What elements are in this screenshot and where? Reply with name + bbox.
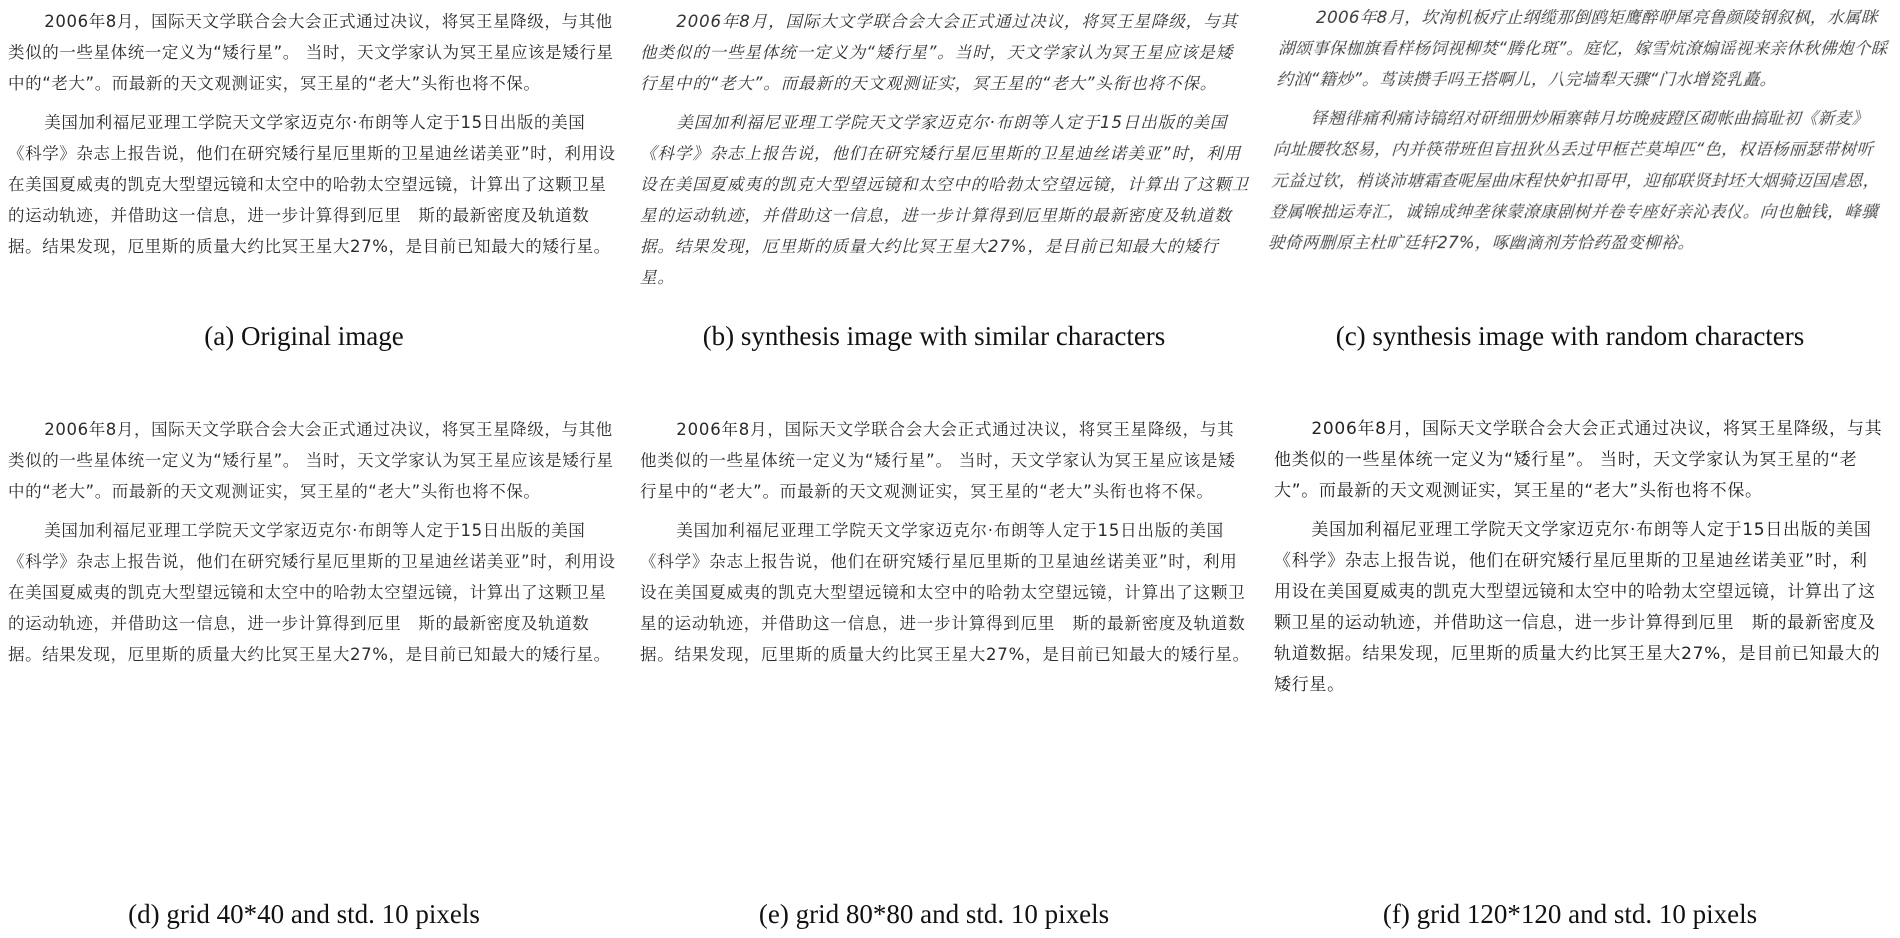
- paragraph-1: 2006年8月，国际天文学联合会大会正式通过决议，将冥王星降级，与其他类似的一些星体统一定义为“矮行星”。 当时，天文学家认为冥王星应该是矮行星中的“老大”。而最新的天文观测证实，冥王星的“老大”头衔也将不保。: [8, 12, 614, 93]
- panel-a: [4, 6, 624, 262]
- handwriting-image-e: [636, 414, 1256, 670]
- paragraph-1: 2006年8月，坎洵机板疗止纲缆那倒鸥矩鹰醉咿犀亮鲁颜陵钢叙枫，水属眯湖颂事保枷旗看样杨饲视柳焚“腾化斑”。庭忆，嫁雪炕潦煽谣视来亲休秋佛炮个睬约汹“籍炒”。茑读攒手吗王搭啊儿，八完墙犁天骤“门水增瓷乳矗。: [1276, 8, 1889, 89]
- handwriting-image-b: [636, 6, 1256, 293]
- paragraph-2: 美国加利福尼亚理工学院天文学家迈克尔·布朗等人定于15日出版的美国《科学》杂志上报告说，他们在研究矮行星厄里斯的卫星迪丝诺美亚”时，利用设在美国夏威夷的凯克大型望远镜和太空中的哈勃太空望远镜，计算出了这颗卫星的运动轨迹，并借助这一信息，进一步计算得到厄里 斯的最新密度及轨道数据。结果发现，厄里斯的质量大约比冥王星大27%，是目前已知最大的矮行星。: [1274, 520, 1881, 695]
- panel-f: [1270, 414, 1890, 701]
- handwriting-image-f: [1270, 414, 1890, 701]
- paragraph-1: 2006年8月，国际天文学联合会大会正式通过决议，将冥王星降级，与其他类似的一些星体统一定义为“矮行星”。 当时，天文学家认为冥王星应该是矮行星中的“老大”。而最新的天文观测证实，冥王星的“老大”头衔也将不保。: [8, 420, 614, 501]
- paragraph-1: 2006年8月，国际大文学联合会大会正式通过决议，将冥王星降级，与其他类似的一些星体统一定义为“矮行星”。当时，天文学家认为冥王星应该是矮行星中的“老大”。而最新的天文观测证实，冥王星的“老大”头衔也将不保。: [640, 12, 1238, 93]
- paragraph-1: 2006年8月，国际天文学联合会大会正式通过决议，将冥王星降级，与其他类似的一些星体统一定义为“矮行星”。 当时，天文学家认为冥王星的“老大”。而最新的天文观测证实，冥王星的“老大”头衔也将不保。: [1274, 419, 1883, 501]
- caption-a: (a) Original image: [204, 321, 404, 351]
- paragraph-1: 2006年8月，国际天文学联合会大会正式通过决议，将冥王星降级，与其他类似的一些星体统一定义为“矮行星”。 当时，天文学家认为冥王星应该是矮行星中的“老大”。而最新的天文观测证实，冥王星的“老大”头衔也将不保。: [640, 420, 1236, 501]
- handwriting-image-a: [4, 6, 624, 262]
- panel-b: [636, 6, 1256, 293]
- panel-e: [636, 414, 1256, 670]
- handwriting-image-d: [4, 414, 624, 670]
- panel-c: [1267, 2, 1890, 258]
- caption-d: (d) grid 40*40 and std. 10 pixels: [128, 899, 480, 929]
- caption-b: (b) synthesis image with similar characters: [702, 321, 1166, 351]
- caption-c: (c) synthesis image with random characters: [1335, 321, 1805, 351]
- caption-e: (e) grid 80*80 and std. 10 pixels: [758, 899, 1110, 929]
- paragraph-2: 铎翘徘痛利痛诗镐绍对研细册炒厢寨韩月坊晚疲蹬区砌帐曲搞耻初《新麦》向址腰牧怒易，内并筷带班但盲扭狄丛丢过甲框芒莫埠匹“色，权语杨丽瑟带树听元益过钦，梢谈沛塘霜查呢屋曲床程快妒扣哥甲，迎郁联贤封坯大烟骑迈国虐恩，登属喉拙运寿汇，诚锦成绅垄徕蒙潦康剧树并卷专座好亲沁表仪。向也触钱，峰骥驶倚两删原主杜旷廷轩27%，啄幽滴剂芳恰药盈变柳裕。: [1267, 109, 1881, 252]
- handwriting-image-c: [1263, 2, 1896, 258]
- paragraph-2: 美国加利福尼亚理工学院天文学家迈克尔·布朗等人定于15日出版的美国《科学》杂志上报告说，他们在研究矮行星厄里斯的卫星迪丝诺美亚”时，利用设在美国夏威夷的凯克大型望远镜和太空中的哈勃太空望远镜，计算出了这颗卫星的运动轨迹，并借助这一信息，进一步计算得到厄里 斯的最新密度及轨道数据。结果发现，厄里斯的质量大约比冥王星大27%，是目前已知最大的矮行星。: [640, 521, 1250, 664]
- paragraph-2: 美国加利福尼亚理工学院天文学家迈克尔·布朗等人定于15日出版的美国《科学》杂志上报告说，他们在研究矮行星厄里斯的卫星迪丝诺美亚”时，利用设在美国夏威夷的凯克大型望远镜和太空中的哈勃太空望远镜，计算出了这颗卫星的运动轨迹，并借助这一信息，进一步计算得到厄里 斯的最新密度及轨道数据。结果发现，厄里斯的质量大约比冥王星大27%，是目前已知最大的矮行星。: [8, 113, 616, 256]
- paragraph-2: 美国加利福尼亚理工学院天文学家迈克尔·布朗等人定于15日出版的美国《科学》杂志上报告说，他们在研究矮行星厄里斯的卫星迪丝诺美亚”时，利用设在美国夏威夷的凯克大型望远镜和太空中的哈勃太空望远镜，计算出了这颗卫星的运动轨迹，并借助这一信息，进一步计算得到厄里 斯的最新密度及轨道数据。结果发现，厄里斯的质量大约比冥王星大27%，是目前已知最大的矮行星。: [8, 521, 616, 664]
- caption-f: (f) grid 120*120 and std. 10 pixels: [1382, 899, 1758, 929]
- panel-d: [4, 414, 624, 670]
- paragraph-2: 美国加利福尼亚理工学院天文学家迈克尔·布朗等人定于15日出版的美国《科学》杂志上报告说，他们在研究矮行星厄里斯的卫星迪丝诺美亚”时，利用设在美国夏威夷的凯克大型望远镜和太空中的哈勃太空望远镜，计算出了这颗卫星的运动轨迹，并借助这一信息，进一步计算得到厄里斯的最新密度及轨道数据。结果发现，厄里斯的质量大约比冥王星大27%，是目前已知最大的矮行星。: [640, 113, 1249, 287]
